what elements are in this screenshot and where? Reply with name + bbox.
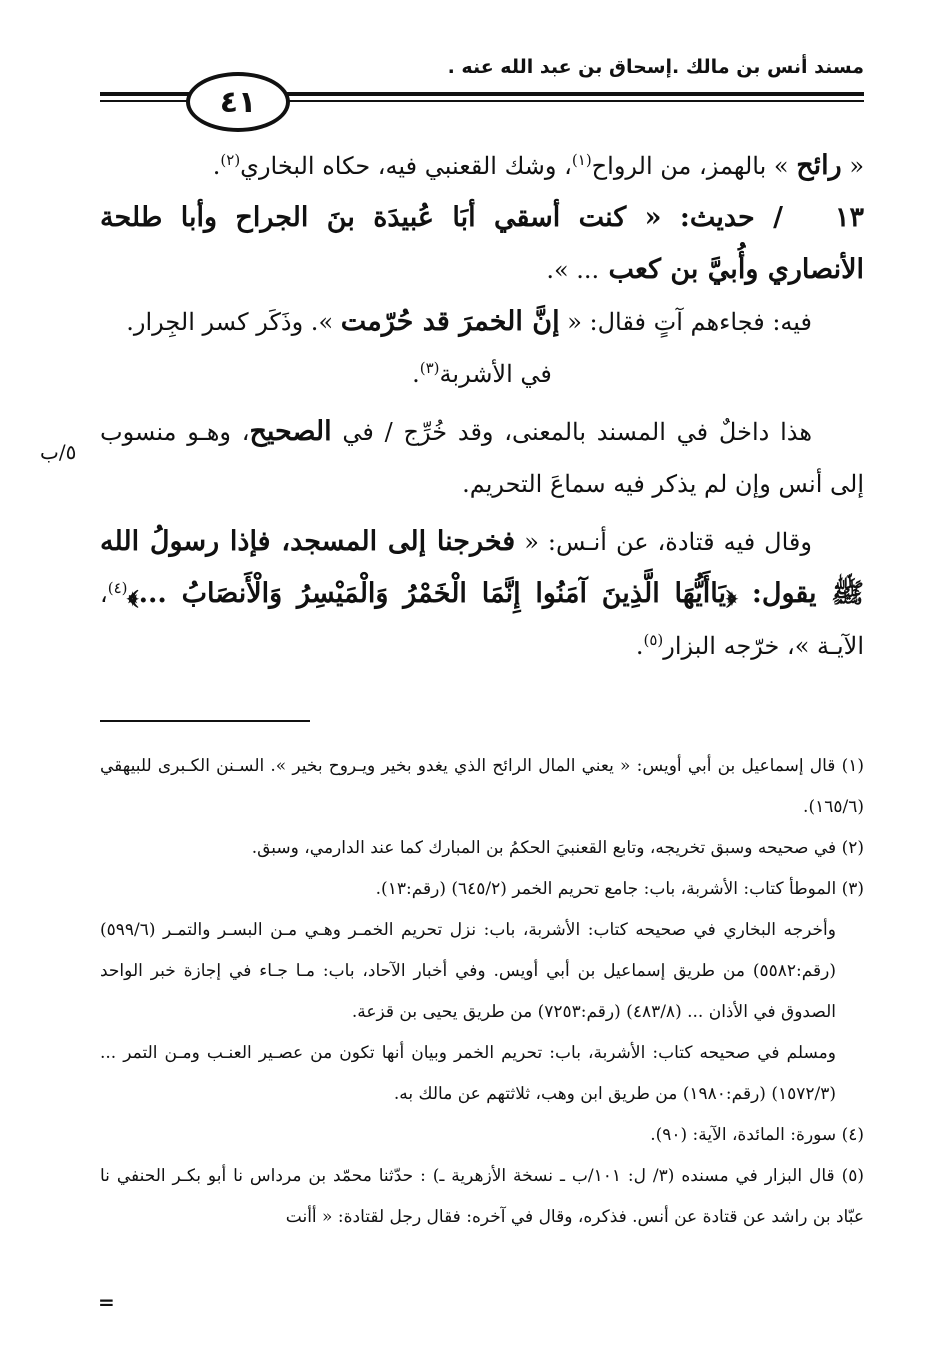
footnotes (100, 746, 864, 1238)
text: ، وشك القعنبي فيه، حكاه البخاري (240, 152, 572, 180)
footnote-ref[interactable]: (١) (571, 151, 592, 169)
hadith-heading (100, 192, 864, 296)
text: فيه: فجاءهم آتٍ فقال: « (559, 308, 812, 336)
hadith-label: حديث: (679, 202, 755, 233)
footnote-ref[interactable]: (٥) (643, 631, 664, 649)
running-head: مسند أنس بن مالك .إسحاق بن عبد الله عنه . (447, 56, 864, 78)
footnote-1: (١) قال إسماعيل بن أبي أويس: « يعني المال الرائح الذي يغدو بخير ويـروح بخير ». السـنن الكـبرى للبيهقي (١٦٥/٦). (100, 756, 864, 817)
footnote-4: (٤) سورة: المائدة، الآية: (٩٠). (650, 1125, 864, 1145)
margin-folio-note: ٥/ب (40, 440, 77, 464)
text: . (635, 632, 644, 660)
footnote-separator (100, 720, 310, 722)
bold-quote: فخرجنا إلى المسجد، فإذا رسولُ الله ﷺ يقول: (100, 526, 864, 609)
footnote-3-muslim: ومسلم في صحيحه كتاب: الأشربة، باب: تحريم الخمر وبيان أنها تكون من عصـير العنـب ومـن التمر ... (١٥٧٢/٣) (رقم:١٩٨٠) من طريق ابن وهب، ثلاثتهم عن مالك به. (100, 1043, 836, 1104)
hadith-number: ١٣/ (754, 202, 864, 233)
page-number: ٤١ (186, 72, 290, 132)
main-text (100, 140, 864, 672)
text: « (841, 152, 864, 180)
paragraph-fihi (100, 296, 864, 348)
text: في الأشربة (439, 360, 552, 388)
text: . (412, 360, 420, 388)
text: ، وهـو منسوب إلى أنس وإن لم يذكر فيه سماعَ التحريم. (100, 418, 864, 498)
text: وقال فيه قتادة، عن أنـس: « (515, 528, 812, 556)
text: ، الآيـة »، خرّجه البزار (100, 580, 864, 660)
indent (783, 204, 835, 232)
paragraph-ashriba (100, 348, 864, 400)
text: هذا داخلٌ في المسند بالمعنى، وقد خُرِّج / في (331, 418, 812, 446)
indent (812, 528, 864, 556)
text: . (212, 152, 221, 180)
footnote-ref[interactable]: (٤) (107, 579, 128, 597)
footnote-ref[interactable]: (٣) (419, 359, 440, 377)
bold-word: الصحيح (249, 416, 332, 447)
footnote-2: (٢) في صحيحه وسبق تخريجه، وتابع القعنبيَ الحكمُ بن المبارك كما عند الدارمي، وسبق. (251, 838, 864, 858)
footnote-3: (٣) الموطأ كتاب: الأشربة، باب: جامع تحريم الخمر (٦٤٥/٢) (رقم:١٣). (375, 879, 864, 899)
text: » بالهمز، من الرواح (591, 152, 797, 180)
footnote-3-bukhari: وأخرجه البخاري في صحيحه كتاب: الأشربة، باب: نزل تحريم الخمـر وهـي مـن البسـر والتمـر (٥٩٩/٦) (رقم:٥٥٨٢) من طريق إسماعيل بن أبي أويس. وفي أخبار الآحاد، باب: مـا جـاء في إجازة خبر الواحد الصدوق في الأذان ... (٤٨٣/٨) (رقم:٧٢٥٣) من طريق يحيى بن قزعة. (100, 920, 836, 1022)
text: ... ». (546, 256, 600, 284)
footnote-5: (٥) قال البزار في مسنده (٣/ ل: ١٠١/ب ـ نسخة الأزهرية ـ) : حدّثنا محمّد بن مرداس نا أبو بكـر الحنفي نا عبّاد بن راشد عن قتادة عن أنس. فذكره، وقال في آخره: فقال رجل لقتادة: « أأنت (100, 1166, 864, 1227)
paragraph-qatada (100, 516, 864, 672)
bold-word: رائح (796, 150, 842, 181)
continuation-mark: = (98, 1290, 115, 1314)
paragraph-dakhil (100, 406, 864, 510)
hadith-text: « كنت أسقي أبَا عُبيدَة بنَ الجراح وأبا طلحة الأنصاري وأُبيَّ بن كعب (100, 202, 864, 285)
text: ». وذَكَر كسر الجِرار. (126, 308, 341, 336)
footnote-ref[interactable]: (٢) (220, 151, 241, 169)
paragraph-raih (100, 140, 864, 192)
bold-quote: إنَّ الخمرَ قد حُرّمت (340, 306, 560, 337)
indent (812, 418, 864, 446)
quran-verse: ﴿يَاأَيُّهَا الَّذِينَ آمَنُوا إِنَّمَا الْخَمْرُ وَالْمَيْسِرُ وَالْأَنصَابُ ...﴾ (127, 578, 738, 609)
